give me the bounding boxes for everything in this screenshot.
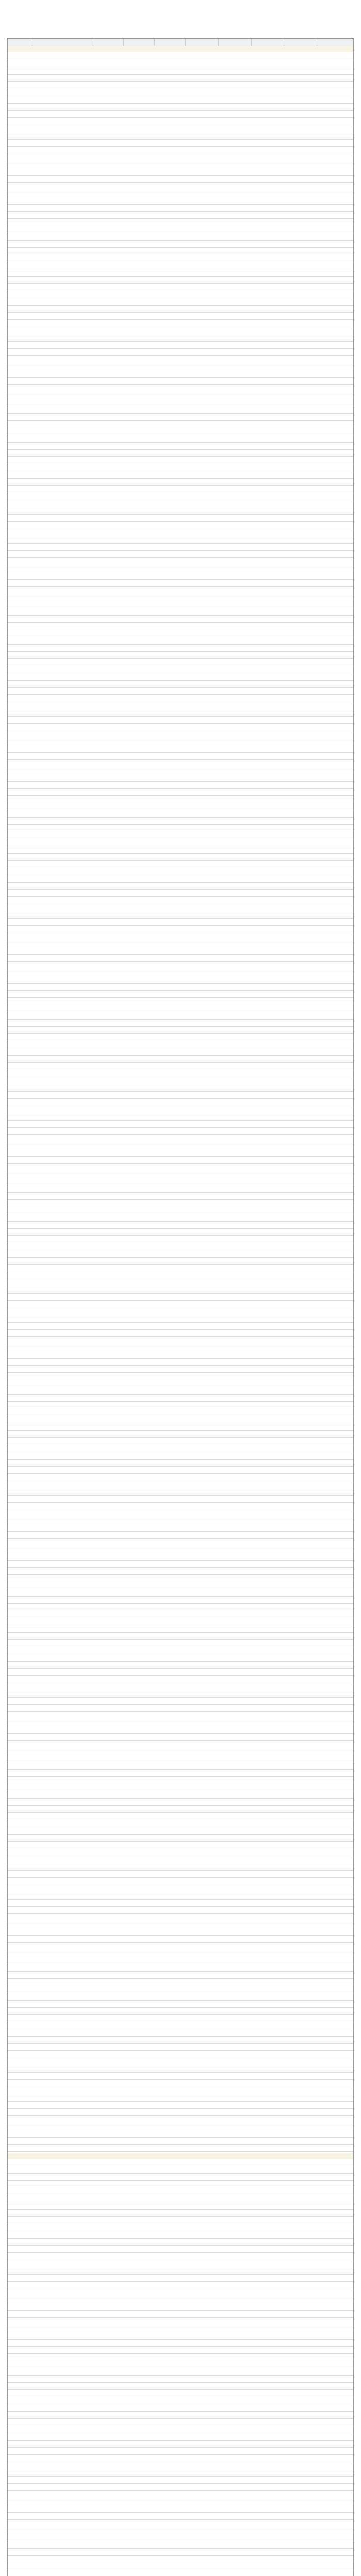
score-table: [7, 38, 354, 2576]
document-header: [7, 4, 354, 35]
document-note: [7, 28, 354, 34]
column-header: [124, 39, 155, 46]
column-header: [219, 39, 252, 46]
table-body: [8, 46, 353, 2576]
section-band: [8, 46, 353, 52]
column-header: [186, 39, 219, 46]
section-band: [8, 2153, 353, 2159]
column-header: [317, 39, 353, 46]
document-title: [7, 4, 354, 25]
column-header: [32, 39, 93, 46]
column-header: [8, 39, 32, 46]
column-header: [284, 39, 317, 46]
table-header-row: [8, 39, 353, 46]
column-header: [93, 39, 124, 46]
column-header: [252, 39, 285, 46]
column-header: [155, 39, 186, 46]
